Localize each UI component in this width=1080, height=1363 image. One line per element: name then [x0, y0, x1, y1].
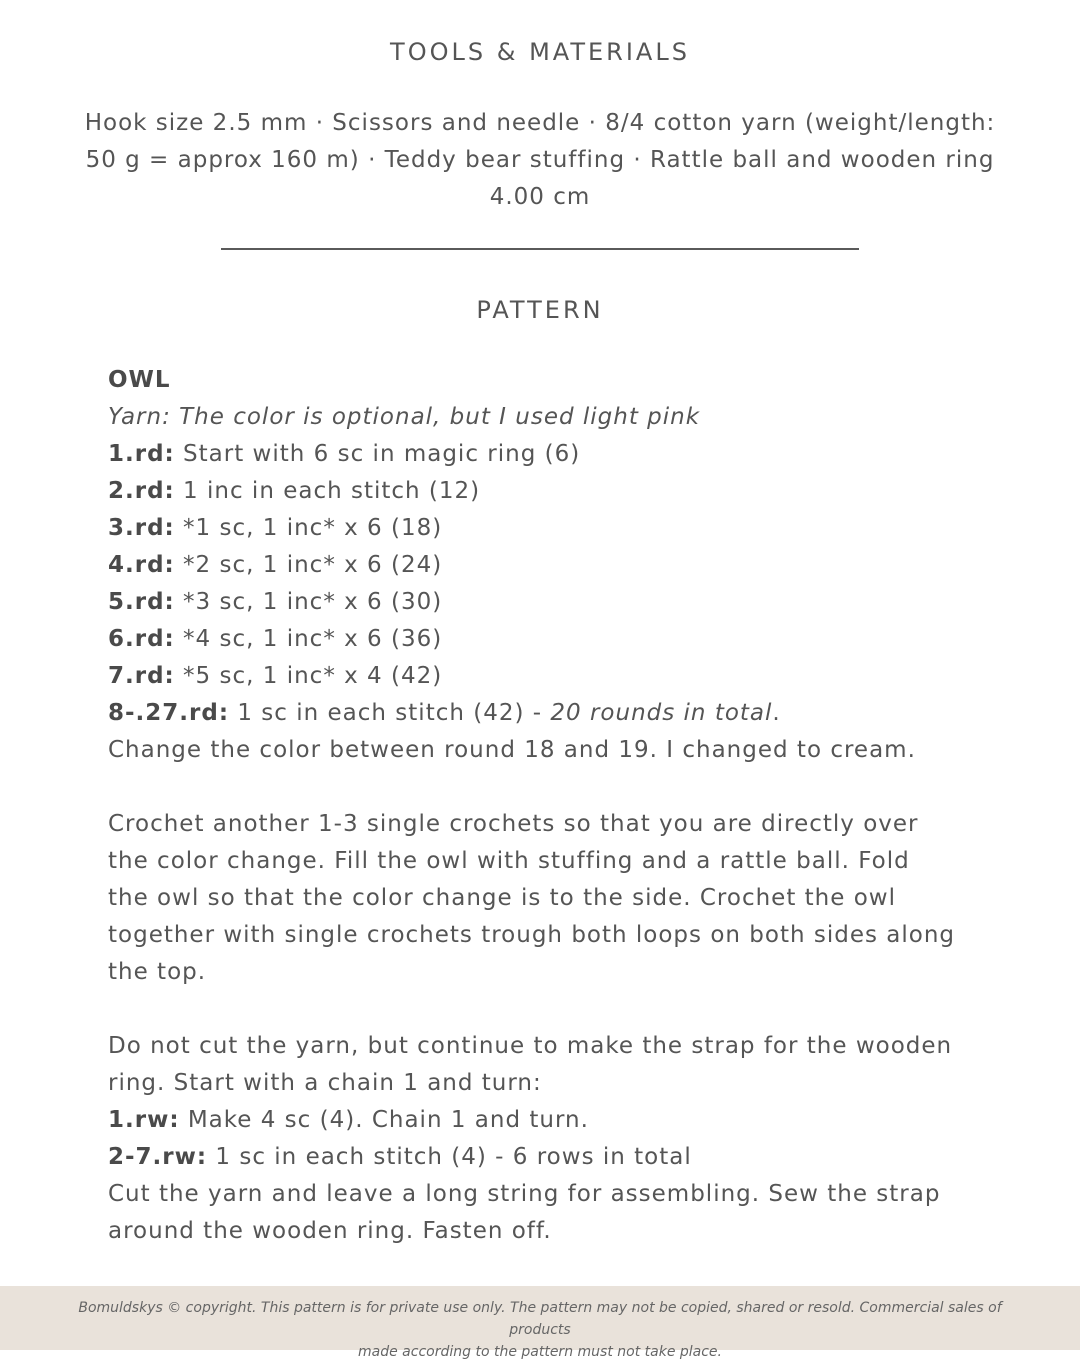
round-text: 1 sc in each stitch (42) - — [229, 700, 551, 726]
round-line — [108, 695, 1008, 732]
round-label: 2.rd: — [108, 478, 175, 504]
round-line — [108, 510, 1008, 547]
round-line — [108, 621, 1008, 658]
round-line — [108, 584, 1008, 621]
round-label: 8-.27.rd: — [108, 700, 230, 726]
yarn-note: Yarn: The color is optional, but I used light pink — [108, 404, 701, 430]
paragraph-line: the owl so that the color change is to the side. Crochet the owl — [108, 885, 896, 911]
round-label: 3.rd: — [108, 515, 175, 541]
round-label: 1.rd: — [108, 441, 175, 467]
row-label: 1.rw: — [108, 1107, 180, 1133]
paragraph-line: Do not cut the yarn, but continue to make the strap for the wooden — [108, 1033, 953, 1059]
row-text: 1 sc in each stitch (4) - 6 rows in total — [207, 1144, 692, 1170]
round-line — [108, 658, 1008, 695]
paragraph-line: the top. — [108, 959, 207, 985]
materials-line: 4.00 cm — [489, 184, 591, 210]
pattern-body — [108, 362, 1008, 1250]
tools-materials-heading: TOOLS & MATERIALS — [390, 38, 690, 66]
section-divider — [221, 248, 859, 250]
materials-list — [60, 105, 1020, 216]
round-suffix: . — [772, 700, 781, 726]
round-line — [108, 547, 1008, 584]
row-line — [108, 1139, 1008, 1176]
copyright-line: made according to the pattern must not take place. — [358, 1344, 722, 1360]
row-line — [108, 1102, 1008, 1139]
closing-line: around the wooden ring. Fasten off. — [108, 1218, 552, 1244]
materials-line: 50 g = approx 160 m) · Teddy bear stuffing · Rattle ball and wooden ring — [85, 147, 995, 173]
round-text: *1 sc, 1 inc* x 6 (18) — [174, 515, 443, 541]
blank-line — [108, 991, 1008, 1028]
row-text: Make 4 sc (4). Chain 1 and turn. — [179, 1107, 589, 1133]
copyright-footer — [0, 1286, 1080, 1360]
paragraph-line: the color change. Fill the owl with stuffing and a rattle ball. Fold — [108, 848, 910, 874]
round-text: *3 sc, 1 inc* x 6 (30) — [174, 589, 443, 615]
round-label: 5.rd: — [108, 589, 175, 615]
pattern-heading: PATTERN — [476, 296, 604, 324]
closing-line: Cut the yarn and leave a long string for assembling. Sew the strap — [108, 1181, 941, 1207]
round-line — [108, 473, 1008, 510]
round-text: Start with 6 sc in magic ring (6) — [174, 441, 581, 467]
copyright-text — [50, 1297, 1030, 1363]
row-label: 2-7.rw: — [108, 1144, 208, 1170]
pattern-title: OWL — [108, 367, 171, 393]
round-label: 7.rd: — [108, 663, 175, 689]
round-label: 4.rd: — [108, 552, 175, 578]
round-line — [108, 436, 1008, 473]
paragraph-line: Crochet another 1-3 single crochets so that you are directly over — [108, 811, 919, 837]
copyright-line: Bomuldskys © copyright. This pattern is for private use only. The pattern may not be copied, shared or resold. Commercial sales of products — [78, 1300, 1002, 1338]
round-text: *2 sc, 1 inc* x 6 (24) — [174, 552, 443, 578]
materials-line: Hook size 2.5 mm · Scissors and needle · 8/4 cotton yarn (weight/length: — [84, 110, 996, 136]
blank-line — [108, 769, 1008, 806]
paragraph-line: together with single crochets trough both loops on both sides along — [108, 922, 956, 948]
color-change-note: Change the color between round 18 and 19. I changed to cream. — [108, 737, 916, 763]
round-text: 1 inc in each stitch (12) — [174, 478, 481, 504]
round-label: 6.rd: — [108, 626, 175, 652]
paragraph-line: ring. Start with a chain 1 and turn: — [108, 1070, 542, 1096]
round-emphasis: 20 rounds in total — [550, 700, 773, 726]
round-text: *5 sc, 1 inc* x 4 (42) — [174, 663, 443, 689]
round-text: *4 sc, 1 inc* x 6 (36) — [174, 626, 443, 652]
